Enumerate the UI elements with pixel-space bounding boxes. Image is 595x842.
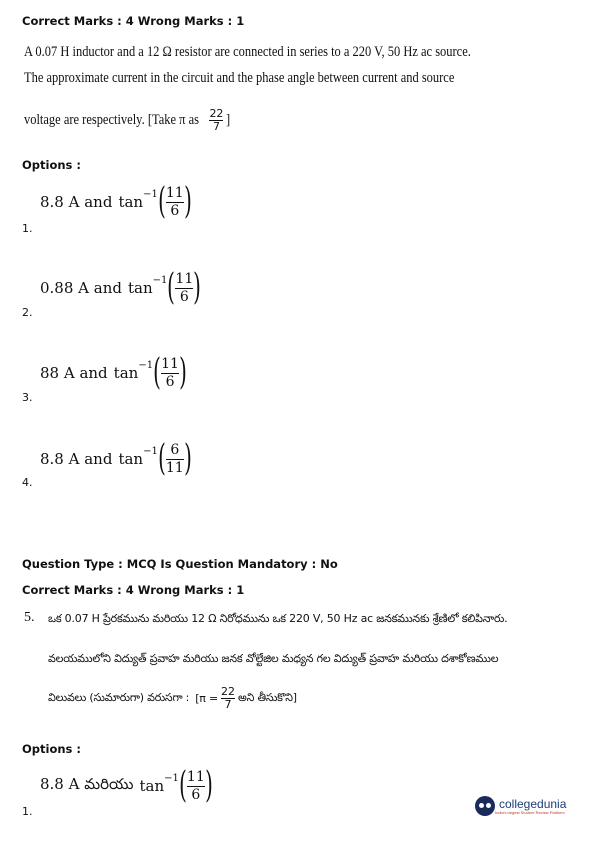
option-3-number: 3. <box>22 391 33 404</box>
telugu-question-line-1: ఒక 0.07 H ప్రేరకమును మరియు 12 Ω నిరోధమును ఒక 220 V, 50 Hz ac జనకమునకు శ్రేణిలో కలిపినారు. <box>48 612 508 625</box>
question-type-line: Question Type : MCQ Is Question Mandatory : No <box>22 557 338 571</box>
fraction-denominator: 6 <box>191 786 201 803</box>
pi-equals: [π = <box>195 692 219 706</box>
question-number: 5. <box>24 610 35 625</box>
option-fraction <box>187 769 205 802</box>
fraction-denominator: 11 <box>165 459 184 476</box>
telugu-line-3-end: అని తీసుకొని] <box>238 690 297 704</box>
tan-label: tan <box>118 450 144 468</box>
fraction-numerator: 11 <box>186 769 205 786</box>
fraction-denominator: 6 <box>170 202 180 219</box>
q2-option-1-number: 1. <box>22 805 33 818</box>
logo-name: collegedunia <box>499 796 567 811</box>
options-label-2: Options : <box>22 742 81 756</box>
pi-denominator: 7 <box>224 698 232 712</box>
options-label: Options : <box>22 158 81 172</box>
option-1-number: 1. <box>22 222 33 235</box>
option-fraction <box>175 271 193 304</box>
fraction-numerator: 6 <box>170 442 180 459</box>
fraction-numerator: 11 <box>161 356 179 373</box>
question-text-line-3-text: voltage are respectively. [Take π as <box>24 112 199 129</box>
pi-fraction-2 <box>221 686 235 711</box>
option-amount: 8.8 A and <box>40 450 113 468</box>
marks-line-2: Correct Marks : 4 Wrong Marks : 1 <box>22 583 245 597</box>
fraction-denominator: 6 <box>165 373 175 390</box>
pi-fraction <box>209 108 223 133</box>
option-3-expression[interactable]: 88 A and tan $^{-1}$ ( $\frac{11}{6}$ ) <box>40 352 187 393</box>
option-4-expression[interactable]: 8.8 A and tan $^{-1}$ ( $\frac{6}{11}$ ) <box>40 438 192 479</box>
collegedunia-logo <box>475 796 566 816</box>
option-amount: 0.88 A and <box>40 279 122 297</box>
logo-mascot-icon <box>475 796 495 816</box>
question-text-line-1: A 0.07 H inductor and a 12 Ω resistor are connected in series to a 220 V, 50 Hz ac source. <box>24 44 471 60</box>
marks-line: Correct Marks : 4 Wrong Marks : 1 <box>22 14 245 28</box>
inverse-sup: −1 <box>143 188 158 200</box>
option-fraction <box>161 356 179 389</box>
option-amount: 8.8 A మరియు <box>40 775 134 793</box>
option-amount: 8.8 A and <box>40 193 113 211</box>
inverse-sup: −1 <box>164 772 179 784</box>
tan-label: tan <box>113 364 139 382</box>
inverse-sup: −1 <box>143 445 158 457</box>
option-fraction <box>166 185 184 218</box>
telugu-question-line-3 <box>48 686 297 711</box>
option-fraction <box>166 442 184 475</box>
inverse-sup: −1 <box>152 274 168 286</box>
telugu-line-3-text: విలువలు (సుమారుగా) వరుసగా : <box>48 690 190 704</box>
question-text-line-2: The approximate current in the circuit and the phase angle between current and source <box>24 70 455 86</box>
tan-label: tan <box>139 777 165 795</box>
tan-label: tan <box>127 279 153 297</box>
question-text-line-3 <box>24 108 231 133</box>
option-amount: 88 A and <box>40 364 108 382</box>
option-4-number: 4. <box>22 476 33 489</box>
inverse-sup: −1 <box>138 359 154 371</box>
pi-numerator: 22 <box>209 107 224 120</box>
closing-bracket: ] <box>226 112 231 129</box>
logo-tagline: India's largest Student Review Platform <box>495 809 565 815</box>
q2-option-1-expression[interactable]: 8.8 A మరియు tan $^{-1}$ ( $\frac{11}{6}$ ) <box>40 765 213 806</box>
pi-denominator: 7 <box>212 120 220 134</box>
tan-label: tan <box>118 193 144 211</box>
fraction-numerator: 11 <box>165 185 184 202</box>
fraction-numerator: 11 <box>175 271 194 288</box>
telugu-question-line-2: వలయములోని విద్యుత్ ప్రవాహ మరియు జనక వోల్టేజిల మధ్యన గల విద్యుత్ ప్రవాహ మరియు దశాకోణముల <box>48 652 499 665</box>
fraction-denominator: 6 <box>179 288 189 305</box>
option-2-number: 2. <box>22 306 33 319</box>
pi-numerator: 22 <box>221 685 236 698</box>
option-1-expression[interactable]: 8.8 A and tan $^{-1}$ ( $\frac{11}{6}$ ) <box>40 181 192 222</box>
option-2-expression[interactable]: 0.88 A and tan $^{-1}$ ( $\frac{11}{6}$ ) <box>40 267 202 308</box>
